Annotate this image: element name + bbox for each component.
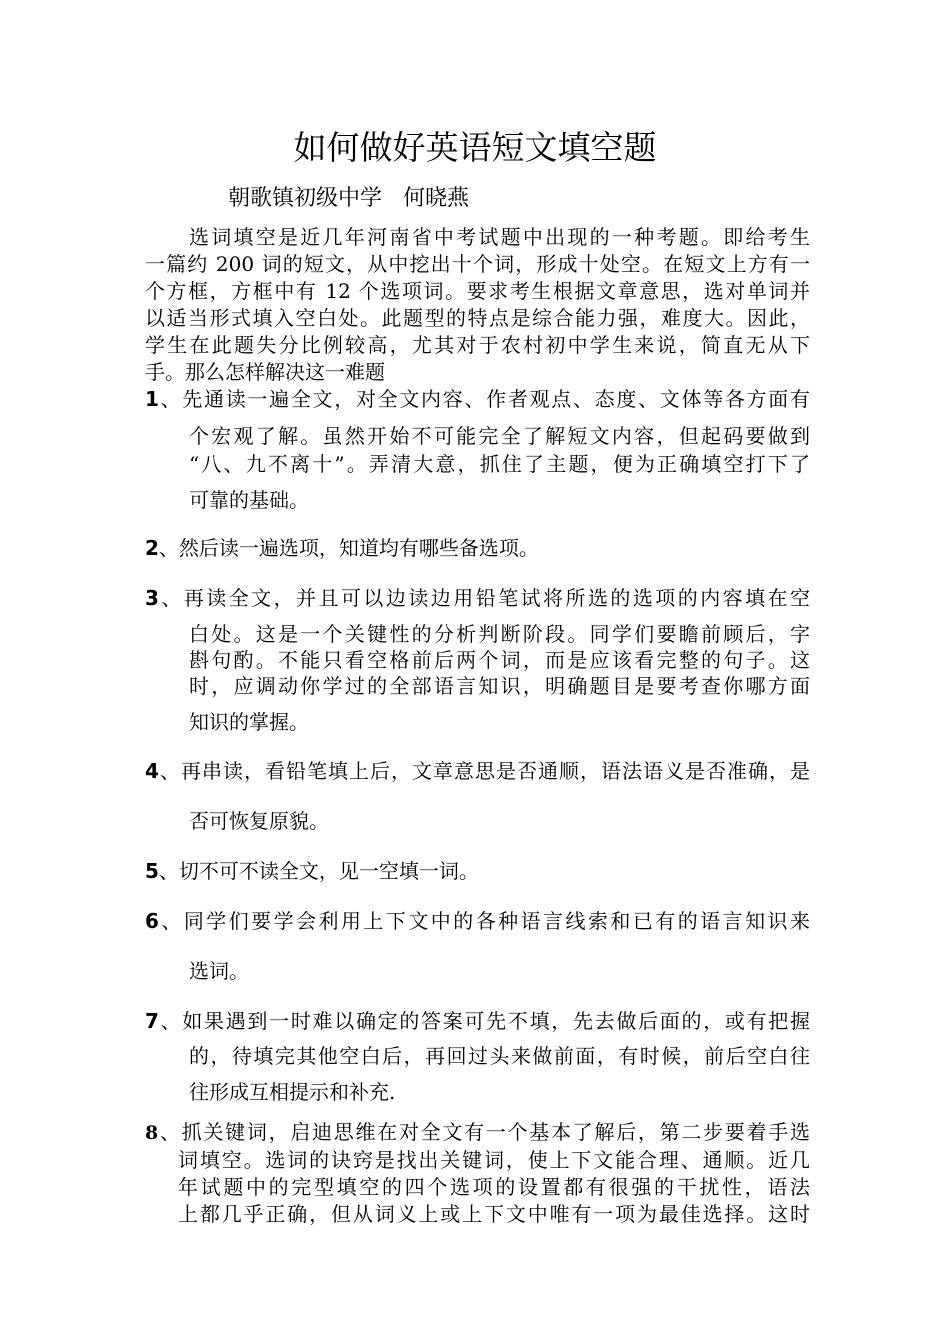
item-separator: 、 bbox=[158, 387, 183, 411]
item-number: 5 bbox=[145, 859, 159, 883]
item-continuation: 可靠的基础。 bbox=[189, 488, 309, 512]
item-separator: 、 bbox=[158, 859, 179, 883]
item-text: 然后读一遍选项，知道均有哪些备选项。 bbox=[178, 536, 539, 560]
intro-line: 一篇约 200 词的短文，从中挖出十个词，形成十处空。在短文上方有一 bbox=[145, 252, 810, 276]
item-text: 再读全文，并且可以边读边用铅笔试将所选的选项的内容填在空 bbox=[183, 586, 811, 610]
item-number: 2 bbox=[145, 536, 159, 560]
item-separator: 、 bbox=[158, 536, 179, 560]
item-continuation: 往形成互相提示和补充. bbox=[189, 1080, 396, 1104]
list-item-4 bbox=[145, 756, 810, 836]
item-continuation: “八、九不离十”。弄清大意，抓住了主题，便为正确填空打下了 bbox=[189, 452, 810, 476]
list-item-first-line bbox=[145, 756, 810, 786]
item-text: 切不可不读全文，见一空填一词。 bbox=[178, 859, 479, 883]
intro-line: 以适当形式填入空白处。此题型的特点是综合能力强，难度大。因此， bbox=[145, 306, 810, 330]
list-item-2 bbox=[145, 533, 810, 563]
item-number: 7 bbox=[145, 1009, 159, 1033]
list-item-first-line bbox=[145, 856, 810, 886]
item-text: 抓关键词，启迪思维在对全文有一个基本了解后，第二步要着手选 bbox=[181, 1120, 811, 1144]
list-item-1 bbox=[145, 384, 810, 514]
list-item-first-line bbox=[145, 384, 810, 414]
intro-line: 选词填空是近几年河南省中考试题中出现的一种考题。即给考生 bbox=[189, 225, 810, 249]
item-separator: 、 bbox=[158, 759, 181, 783]
list-item-first-line bbox=[145, 583, 810, 613]
item-continuation: 白处。这是一个关键性的分析判断阶段。同学们要瞻前顾后，字 bbox=[189, 622, 810, 646]
item-separator: 、 bbox=[158, 909, 184, 933]
item-continuation: 年试题中的完型填空的四个选项的设置都有很强的干扰性，语法 bbox=[178, 1175, 810, 1199]
intro-paragraph bbox=[145, 224, 810, 386]
intro-line: 个方框，方框中有 12 个选项词。要求考生根据文章意思，选对单词并 bbox=[145, 279, 810, 303]
item-text: 再串读，看铅笔填上后，文章意思是否通顺，语法语义是否准确，是 bbox=[180, 759, 811, 783]
list-item-7 bbox=[145, 1006, 810, 1107]
item-continuation: 个宏观了解。虽然开始不可能完全了解短文内容，但起码要做到 bbox=[189, 424, 810, 448]
item-text: 同学们要学会利用上下文中的各种语言线索和已有的语言知识来 bbox=[183, 909, 811, 933]
item-continuation: 上都几乎正确，但从词义上或上下文中唯有一项为最佳选择。这时 bbox=[178, 1202, 810, 1226]
list-item-first-line bbox=[145, 533, 810, 563]
item-continuation: 的，待填完其他空白后，再回过头来做前面，有时候，前后空白往 bbox=[189, 1044, 810, 1068]
list-item-first-line bbox=[145, 1119, 810, 1147]
list-item-5 bbox=[145, 856, 810, 886]
item-separator: 、 bbox=[158, 1009, 183, 1033]
item-number: 8 bbox=[145, 1122, 159, 1144]
list-item-6 bbox=[145, 906, 810, 986]
item-number: 6 bbox=[145, 909, 159, 933]
item-number: 3 bbox=[145, 586, 159, 610]
item-number: 1 bbox=[145, 387, 159, 411]
item-continuation: 时，应调动你学过的全部语言知识，明确题目是要考查你哪方面 bbox=[189, 674, 810, 698]
intro-line: 手。那么怎样解决这一难题 bbox=[145, 360, 385, 384]
item-separator: 、 bbox=[158, 1120, 182, 1144]
list-item-3 bbox=[145, 583, 810, 735]
list-item-first-line bbox=[145, 906, 810, 936]
item-separator: 、 bbox=[158, 586, 184, 610]
item-continuation: 斟句酌。不能只看空格前后两个词，而是应该看完整的句子。这 bbox=[189, 648, 810, 672]
item-number: 4 bbox=[145, 759, 159, 783]
item-text: 如果遇到一时难以确定的答案可先不填，先去做后面的，或有把握 bbox=[182, 1009, 811, 1033]
list-item-8 bbox=[145, 1119, 810, 1228]
author-line: 朝歌镇初级中学 何晓燕 bbox=[228, 186, 469, 211]
item-continuation: 知识的掌握。 bbox=[189, 710, 309, 734]
list-item-first-line bbox=[145, 1006, 810, 1036]
intro-line: 学生在此题失分比例较高，尤其对于农村初中学生来说，简直无从下 bbox=[145, 333, 810, 357]
document-title: 如何做好英语短文填空题 bbox=[293, 128, 657, 167]
item-continuation: 否可恢复原貌。 bbox=[189, 809, 329, 833]
item-continuation: 词填空。选词的诀窍是找出关键词，使上下文能合理、通顺。近几 bbox=[178, 1148, 810, 1172]
item-text: 先通读一遍全文，对全文内容、作者观点、态度、文体等各方面有 bbox=[182, 387, 811, 411]
item-continuation: 选词。 bbox=[189, 959, 249, 983]
